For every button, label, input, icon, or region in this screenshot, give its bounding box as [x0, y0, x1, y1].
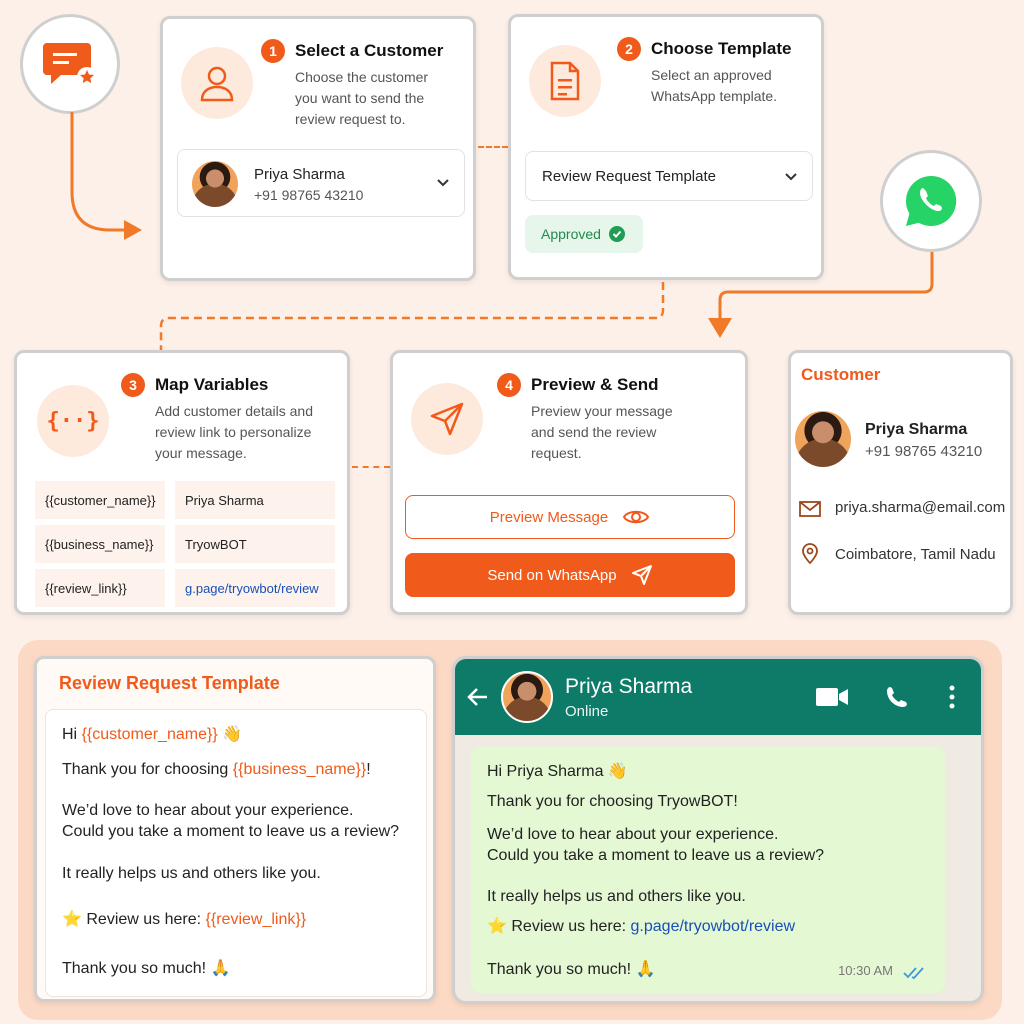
- more-options-icon[interactable]: [949, 685, 955, 709]
- variable-key: {{review_link}}: [35, 569, 165, 607]
- send-icon: [411, 383, 483, 455]
- connector-dash: [155, 280, 670, 352]
- variable-value[interactable]: Priya Sharma: [175, 481, 335, 519]
- status-label: Approved: [541, 226, 601, 242]
- step2-card: [508, 14, 824, 280]
- send-label: Send on WhatsApp: [487, 566, 617, 584]
- variable-key: {{customer_name}}: [35, 481, 165, 519]
- step-number: 3: [121, 373, 145, 397]
- customer-phone: +91 98765 43210: [254, 187, 364, 203]
- phone-icon[interactable]: [885, 685, 909, 709]
- template-card: [34, 656, 436, 1002]
- chevron-down-icon: [436, 178, 450, 188]
- message-bubble: Hi Priya Sharma 👋 Thank you for choosing TryowBOT! We’d love to hear about your experience. Could you take a moment to leave us a review? It really helps us and others like you. ⭐ Review us here: g.page/tryowbot/review Thank you so much! 🙏 10:30 AM: [471, 747, 945, 993]
- approved-badge: [525, 215, 643, 253]
- step4-card: [390, 350, 748, 615]
- connector-arrow: [700, 250, 940, 350]
- chat-contact-name: Priya Sharma: [565, 675, 693, 698]
- message-line: We’d love to hear about your experience.: [487, 826, 779, 843]
- customer-heading: Customer: [801, 365, 881, 384]
- variables-icon: {··}: [37, 385, 109, 457]
- mail-icon: [799, 501, 821, 517]
- template-select-value: Review Request Template: [542, 168, 716, 185]
- double-check-icon: [903, 967, 927, 979]
- template-variable: {{customer_name}}: [81, 726, 218, 743]
- send-icon: [631, 564, 653, 586]
- connector-dash: [478, 146, 508, 148]
- message-line: Hi Priya Sharma 👋: [487, 763, 628, 780]
- template-variable: {{review_link}}: [205, 911, 307, 928]
- step-description: Select an approved WhatsApp template.: [651, 67, 778, 104]
- whatsapp-badge: [880, 150, 982, 252]
- message-line: Could you take a moment to leave us a review?: [487, 847, 825, 864]
- message-line: Thank you so much! 🙏: [487, 961, 656, 978]
- variable-key: {{business_name}}: [35, 525, 165, 563]
- feedback-badge: [20, 14, 120, 114]
- preview-label: Preview Message: [489, 508, 609, 526]
- check-circle-icon: [609, 226, 625, 242]
- whatsapp-preview: [452, 656, 984, 1004]
- whatsapp-icon: [903, 173, 959, 229]
- customer-name: Priya Sharma: [254, 166, 345, 183]
- template-body: Hi {{customer_name}} 👋 Thank you for choosing {{business_name}}! We’d love to hear about your experience. Could you take a moment to leave us a review? It really helps us and others like you. ⭐ Review us here: {{review_link}} Thank you so much! 🙏: [45, 709, 427, 997]
- chat-status: Online: [565, 703, 609, 720]
- step-number: 2: [617, 37, 641, 61]
- variable-value[interactable]: TryowBOT: [175, 525, 335, 563]
- video-call-icon[interactable]: [815, 687, 849, 707]
- customer-select[interactable]: [177, 149, 465, 217]
- step1-card: [160, 16, 476, 281]
- customer-email: priya.sharma@email.com: [835, 499, 1006, 516]
- message-line: It really helps us and others like you.: [487, 888, 746, 905]
- step-number: 4: [497, 373, 521, 397]
- chat-header: [455, 659, 981, 735]
- message-line: Thank you for choosing TryowBOT!: [487, 793, 738, 810]
- preview-message-button[interactable]: [405, 495, 735, 539]
- location-pin-icon: [801, 543, 819, 565]
- step-description: Add customer details and review link to personalize your message.: [155, 403, 313, 461]
- message-time: 10:30 AM: [838, 963, 893, 978]
- step-title: Map Variables: [155, 375, 269, 394]
- template-select[interactable]: [525, 151, 813, 201]
- avatar: [192, 161, 238, 207]
- avatar: [795, 411, 851, 467]
- customer-phone: +91 98765 43210: [865, 443, 983, 460]
- user-icon: [181, 47, 253, 119]
- connector-dash: [352, 466, 390, 468]
- send-on-whatsapp-button[interactable]: [405, 553, 735, 597]
- customer-card: [788, 350, 1013, 615]
- step-title: Select a Customer: [295, 41, 444, 60]
- step-title: Preview & Send: [531, 375, 659, 394]
- step-description: Preview your message and send the review request.: [531, 403, 673, 461]
- template-heading: Review Request Template: [59, 673, 280, 693]
- document-icon: [529, 45, 601, 117]
- back-arrow-icon[interactable]: [467, 687, 489, 707]
- step-number: 1: [261, 39, 285, 63]
- step-title: Choose Template: [651, 39, 792, 58]
- template-variable: {{business_name}}: [232, 761, 367, 778]
- chat-star-icon: [43, 39, 97, 89]
- step-description: Choose the customer you want to send the review request to.: [295, 69, 429, 127]
- customer-name: Priya Sharma: [865, 421, 968, 438]
- review-link[interactable]: g.page/tryowbot/review: [630, 918, 796, 935]
- connector-arrow: [60, 112, 150, 242]
- customer-location: Coimbatore, Tamil Nadu: [835, 546, 996, 563]
- chevron-down-icon: [784, 172, 798, 182]
- step3-card: [14, 350, 350, 615]
- eye-icon: [622, 508, 650, 526]
- variable-value[interactable]: g.page/tryowbot/review: [175, 569, 335, 607]
- avatar: [501, 671, 553, 723]
